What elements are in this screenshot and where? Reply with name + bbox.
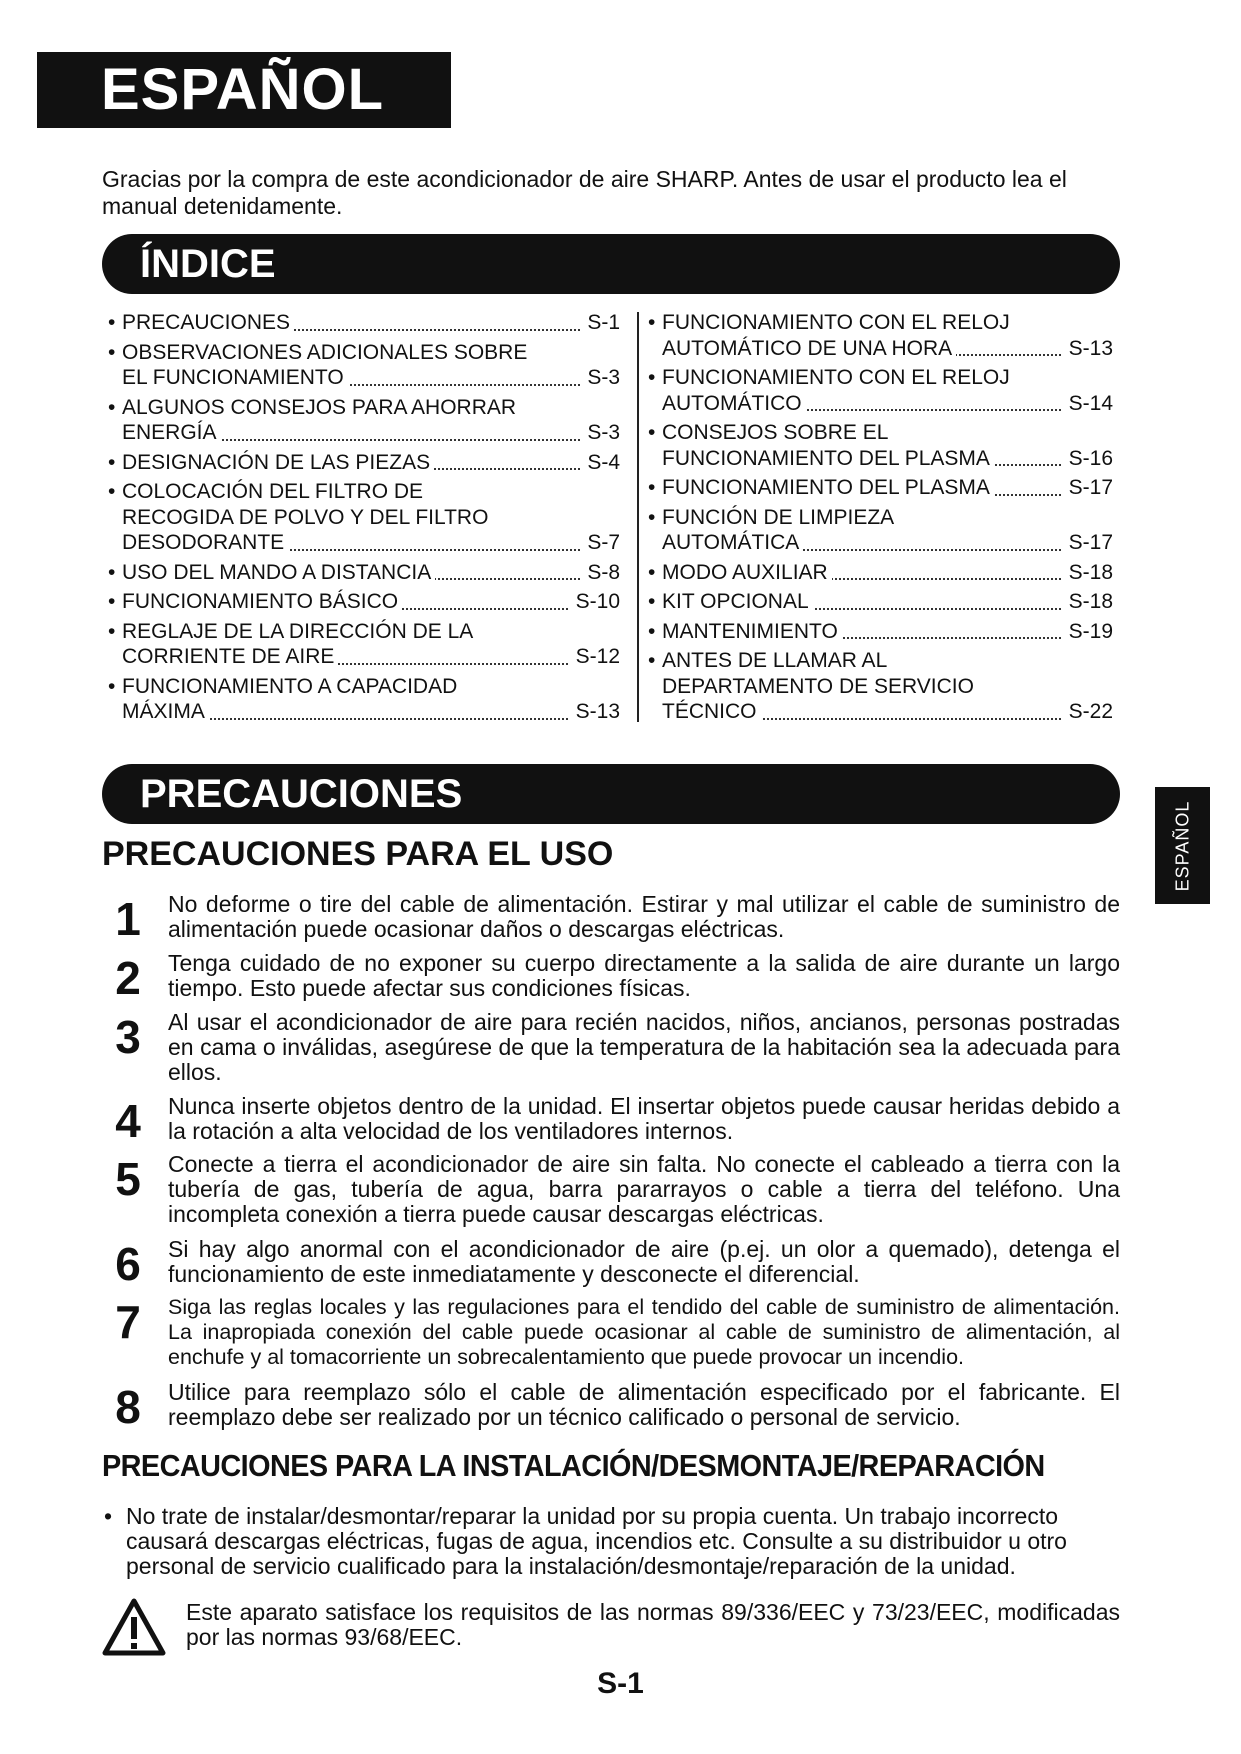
toc-entry <box>108 560 620 586</box>
precaution-number: 3 <box>115 1011 141 1063</box>
toc-entry-page: S-8 <box>581 560 620 586</box>
toc-entry <box>108 619 620 670</box>
precaution-item <box>110 1295 1120 1370</box>
toc-entry <box>648 310 1113 361</box>
toc-entry-label: FUNCIONAMIENTO DEL PLASMA <box>662 476 994 499</box>
bullet-icon: • <box>648 505 656 529</box>
language-title: ESPAÑOL <box>101 57 385 122</box>
precautions-title-banner <box>102 764 1120 824</box>
toc-entry-page: S-22 <box>1063 699 1113 725</box>
bullet-icon: • <box>108 311 116 334</box>
precaution-item <box>110 1152 1120 1227</box>
toc-entry-page: S-10 <box>570 589 620 615</box>
toc-entry-label: FUNCIONAMIENTO CON EL RELOJ AUTOMÁTICO DE UNA HORA <box>662 311 1010 360</box>
precaution-text: Si hay algo anormal con el acondicionador de aire (p.ej. un olor a quemado), detenga el funcionamiento de este inmediatamente y desconecte el diferencial. <box>168 1236 1120 1287</box>
bullet-icon: • <box>648 421 656 444</box>
toc-entry <box>648 420 1113 471</box>
toc-entry-page: S-17 <box>1063 530 1113 556</box>
bullet-icon: • <box>108 590 116 613</box>
toc-entry <box>108 310 620 336</box>
bullet-icon: • <box>648 311 656 334</box>
toc-entry-page: S-12 <box>570 644 620 670</box>
toc-entry <box>648 475 1113 501</box>
toc-entry <box>108 674 620 725</box>
precaution-text: Tenga cuidado de no exponer su cuerpo directamente a la salida de aire durante un largo tiempo. Esto puede afectar sus condiciones físicas. <box>168 950 1120 1001</box>
precautions-title: PRECAUCIONES <box>140 772 463 816</box>
precaution-text: No deforme o tire del cable de alimentación. Estirar y mal utilizar el cable de suministro de alimentación puede ocasionar daños o descargas eléctricas. <box>168 891 1120 942</box>
toc-entry-label: CONSEJOS SOBRE EL FUNCIONAMIENTO DEL PLASMA <box>662 421 994 470</box>
toc-entry <box>108 450 620 476</box>
toc-entry-page: S-18 <box>1063 560 1113 586</box>
toc-entry-page: S-3 <box>581 365 620 391</box>
toc-entry-label: USO DEL MANDO A DISTANCIA <box>122 561 435 584</box>
bullet-icon: • <box>648 366 656 389</box>
toc-entry-label: FUNCIÓN DE LIMPIEZA AUTOMÁTICA <box>662 505 895 554</box>
toc-entry-page: S-7 <box>581 530 620 556</box>
toc-entry-label: FUNCIONAMIENTO BÁSICO <box>122 590 402 613</box>
precaution-item <box>110 891 1120 945</box>
side-tab-label: ESPAÑOL <box>1172 800 1192 891</box>
precaution-number: 1 <box>115 893 141 945</box>
toc-entry-label: OBSERVACIONES ADICIONALES SOBRE EL FUNCIONAMIENTO <box>122 340 528 389</box>
compliance-text: Este aparato satisface los requisitos de las normas 89/336/EEC y 73/23/EEC, modificadas por las normas 93/68/EEC. <box>186 1599 1120 1650</box>
toc-entry <box>648 365 1113 416</box>
precaution-text: Utilice para reemplazo sólo el cable de alimentación especificado por el fabricante. El reemplazo debe ser realizado por un técnico calificado o personal de servicio. <box>168 1379 1120 1430</box>
warning-triangle-icon <box>102 1598 166 1656</box>
bullet-icon: • <box>108 560 116 584</box>
precaution-number: 6 <box>115 1238 141 1290</box>
toc-entry-page: S-3 <box>581 420 620 446</box>
toc-entry-page: S-13 <box>570 699 620 725</box>
toc-entry-label: FUNCIONAMIENTO A CAPACIDAD MÁXIMA <box>122 674 458 723</box>
toc-entry <box>648 648 1113 725</box>
toc-entry-label: COLOCACIÓN DEL FILTRO DE RECOGIDA DE POLVO Y DEL FILTRO DESODORANTE <box>122 480 489 554</box>
precaution-text: Siga las reglas locales y las regulaciones para el tendido del cable de suministro de alimentación. La inapropiada conexión del cable puede ocasionar al cable de suministro de alimentación, al enchufe y al tomacorriente un sobrecalentamiento que puede provocar un incendio. <box>168 1295 1120 1369</box>
toc-entry <box>108 589 620 615</box>
page-number: S-1 <box>597 1667 644 1700</box>
bullet-icon: • <box>648 590 656 613</box>
toc-entry-label: MODO AUXILIAR <box>662 561 832 584</box>
precaution-item <box>110 1236 1120 1290</box>
bullet-icon: • <box>108 619 116 643</box>
toc-divider <box>637 312 639 722</box>
language-header <box>37 52 451 128</box>
precaution-item <box>110 1093 1120 1147</box>
toc-entry <box>108 479 620 556</box>
toc-entry-label: MANTENIMIENTO <box>662 620 842 643</box>
bullet-icon: • <box>108 340 116 364</box>
toc-entry-label: REGLAJE DE LA DIRECCIÓN DE LA CORRIENTE DE AIRE <box>122 619 474 668</box>
toc-entry <box>108 340 620 391</box>
toc-title: ÍNDICE <box>140 242 276 286</box>
toc-entry-label: ANTES DE LLAMAR AL DEPARTAMENTO DE SERVICIO TÉCNICO <box>662 649 974 723</box>
precaution-item <box>110 950 1120 1004</box>
precaution-number: 4 <box>115 1095 141 1147</box>
precaution-text: Nunca inserte objetos dentro de la unidad. El insertar objetos puede causar heridas debido a la rotación a alta velocidad de los ventiladores internos. <box>168 1093 1120 1144</box>
bullet-icon: • <box>108 395 116 419</box>
precaution-number: 2 <box>115 952 141 1004</box>
toc-entry-page: S-16 <box>1063 446 1113 472</box>
toc-entry-label: DESIGNACIÓN DE LAS PIEZAS <box>122 451 434 474</box>
toc-title-banner <box>102 234 1120 294</box>
toc-entry-label: KIT OPCIONAL <box>662 590 813 613</box>
toc-entry-page: S-13 <box>1063 336 1113 362</box>
toc-entry <box>108 395 620 446</box>
toc-entry-page: S-17 <box>1063 475 1113 501</box>
toc-entry <box>648 505 1113 556</box>
toc-entry-label: FUNCIONAMIENTO CON EL RELOJ AUTOMÁTICO <box>662 366 1010 415</box>
precaution-item <box>110 1010 1120 1085</box>
bullet-icon: • <box>648 560 656 584</box>
install-precautions-text: No trate de instalar/desmontar/reparar la unidad por su propia cuenta. Un trabajo incorrecto causará descargas eléctricas, fugas de agua, incendios etc. Consulte a su distribuidor u otro personal de servicio cualificado para la instalación/desmontaje/reparación de la unidad. <box>126 1503 1067 1579</box>
toc-entry-label: ALGUNOS CONSEJOS PARA AHORRAR ENERGÍA <box>122 395 517 444</box>
bullet-icon: • <box>648 476 656 499</box>
bullet-icon: • <box>648 619 656 643</box>
precaution-text: Al usar el acondicionador de aire para recién nacidos, niños, ancianos, personas postradas en cama o inválidas, asegúrese de que la temperatura de la habitación sea la adecuada para ellos. <box>168 1009 1120 1085</box>
precaution-text: Conecte a tierra el acondicionador de aire sin falta. No conecte el cableado a tierra con la tubería de gas, tubería de agua, barra pararrayos o cable a tierra del teléfono. Una incompleta conexión a tierra puede causar descargas eléctricas. <box>168 1151 1120 1227</box>
bullet-icon: • <box>108 450 116 474</box>
precaution-number: 7 <box>115 1296 141 1348</box>
toc-right-column <box>648 310 1113 729</box>
toc-entry <box>648 560 1113 586</box>
bullet-icon: • <box>648 649 656 672</box>
precaution-number: 5 <box>115 1153 141 1205</box>
toc-entry-page: S-18 <box>1063 589 1113 615</box>
toc-entry <box>648 619 1113 645</box>
install-precautions-heading: PRECAUCIONES PARA LA INSTALACIÓN/DESMONTAJE/REPARACIÓN <box>102 1448 1045 1483</box>
bullet-icon: • <box>108 674 116 698</box>
toc-entry-page: S-1 <box>581 310 620 336</box>
precaution-number: 8 <box>115 1381 141 1433</box>
intro-text: Gracias por la compra de este acondicionador de aire SHARP. Antes de usar el producto lea el manual detenidamente. <box>102 166 1067 219</box>
install-precautions-text-block: • No trate de instalar/desmontar/reparar la unidad por su propia cuenta. Un trabajo incorrecto causará descargas eléctricas, fugas de agua, incendios etc. Consulte a su distribuidor u otro personal de servicio cualificado para la instalación/desmontaje/reparación de la unidad. <box>104 1504 1120 1579</box>
toc-entry <box>648 589 1113 615</box>
precaution-item <box>110 1379 1120 1433</box>
toc-entry-page: S-19 <box>1063 619 1113 645</box>
use-precautions-heading: PRECAUCIONES PARA EL USO <box>102 835 614 873</box>
toc-left-column <box>108 310 620 729</box>
bullet-icon: • <box>108 480 116 503</box>
toc-entry-page: S-14 <box>1063 391 1113 417</box>
compliance-notice <box>102 1598 1120 1658</box>
language-side-tab <box>1155 787 1210 904</box>
toc-entry-page: S-4 <box>581 450 620 476</box>
toc-entry-label: PRECAUCIONES <box>122 311 294 334</box>
